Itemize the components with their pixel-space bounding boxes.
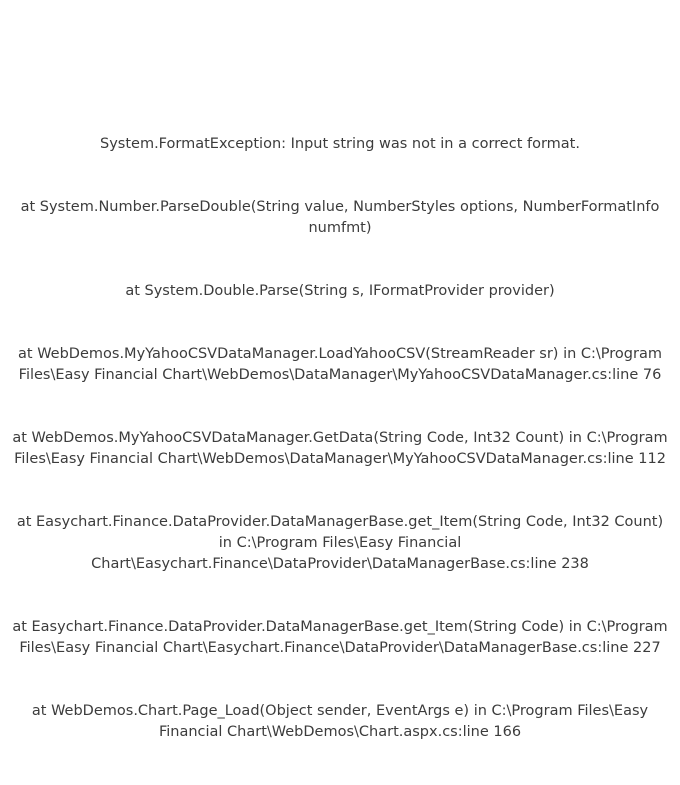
trace-line: System.FormatException: Input string was not in a correct format. xyxy=(100,136,580,152)
trace-line: at Easychart.Finance.DataProvider.DataManagerBase.get_Item(String Code) in C:\Program Files\Easy Financial Chart\Easychart.Finance\DataProvider\DataManagerBase.cs:line 227 xyxy=(12,619,673,656)
trace-line: at System.Double.Parse(String s, IFormatProvider provider) xyxy=(125,283,555,299)
trace-line: at WebDemos.Chart.Page_Load(Object sender, EventArgs e) in C:\Program Files\Easy Financial Chart\WebDemos\Chart.aspx.cs:line 166 xyxy=(31,703,653,740)
exception-stack-trace xyxy=(0,92,680,785)
trace-line: at Easychart.Finance.DataProvider.DataManagerBase.get_Item(String Code, Int32 Count) in C:\Program Files\Easy Financial Chart\Easychart.Finance\DataProvider\DataManagerBase.cs:line 238 xyxy=(16,514,668,572)
trace-line: at WebDemos.MyYahooCSVDataManager.LoadYahooCSV(StreamReader sr) in C:\Program Files\Easy Financial Chart\WebDemos\DataManager\MyYahooCSVDataManager.cs:line 76 xyxy=(18,346,667,383)
trace-line: at System.Number.ParseDouble(String value, NumberStyles options, NumberFormatInfo numfmt) xyxy=(20,199,664,236)
trace-line: at WebDemos.MyYahooCSVDataManager.GetData(String Code, Int32 Count) in C:\Program Files\Easy Financial Chart\WebDemos\DataManager\MyYahooCSVDataManager.cs:line 112 xyxy=(12,430,673,467)
